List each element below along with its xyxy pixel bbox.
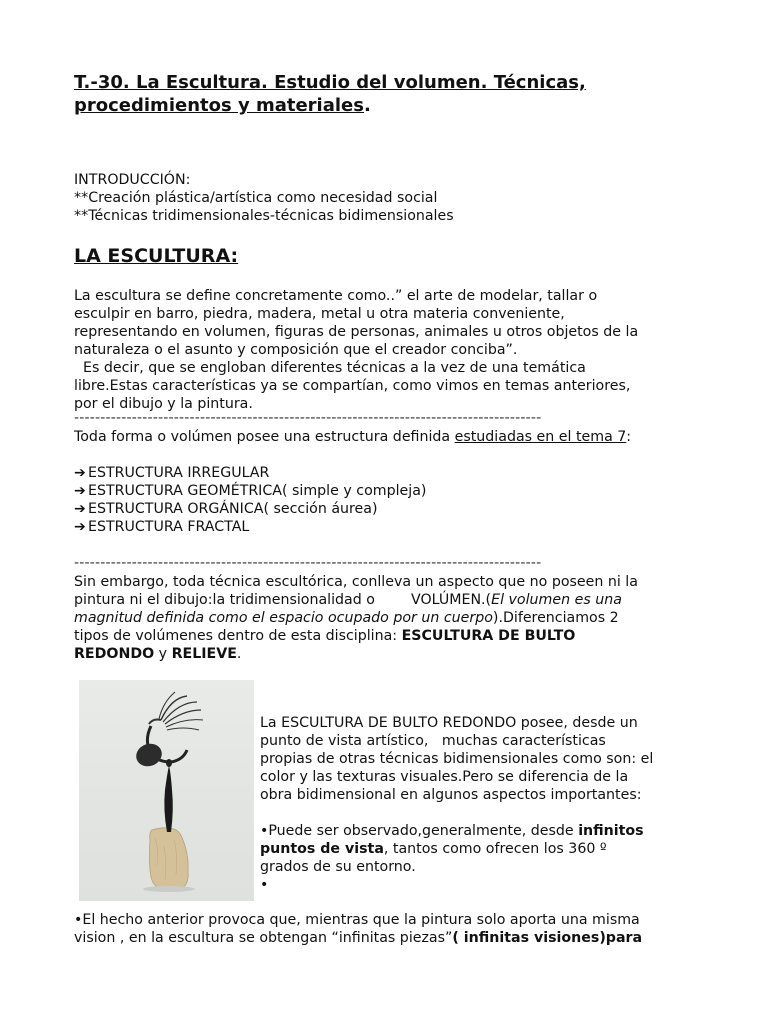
arrow-right-icon: ➔ <box>74 501 86 517</box>
bold-term: RELIEVE <box>171 646 237 662</box>
list-item-label: ESTRUCTURA ORGÁNICA( sección áurea) <box>88 501 378 517</box>
paragraph-text: vision , en la escultura se obtengan “infinitas piezas” <box>74 930 453 946</box>
list-item-label: ESTRUCTURA GEOMÉTRICA( simple y compleja) <box>88 483 427 499</box>
list-item <box>74 464 426 482</box>
paragraph-line: naturaleza o el asunto y composición que el creador conciba”. <box>74 342 518 358</box>
paragraph-structure <box>74 428 631 446</box>
list-item-label: ESTRUCTURA FRACTAL <box>88 519 250 535</box>
volume-definition: magnitud definida como el espacio ocupado por un cuerpo <box>74 610 493 626</box>
title-line-1: T.-30. La Escultura. Estudio del volumen. Técnicas, <box>74 72 586 93</box>
paragraph-definition <box>74 287 704 413</box>
bullet-text: •Puede ser observado,generalmente, desde <box>260 823 579 839</box>
paragraph-line: propias de otras técnicas bidimensionales como son: el <box>260 751 654 767</box>
paragraph-line <box>74 591 704 609</box>
paragraph-text: ).Diferenciamos 2 <box>492 610 619 626</box>
arrow-right-icon: ➔ <box>74 483 86 499</box>
dashed-divider: ----------------------------------------------------------------------------------------- <box>74 555 542 571</box>
spacer <box>260 804 710 822</box>
intro-line: **Técnicas tridimensionales-técnicas bidimensionales <box>74 208 454 224</box>
volume-definition: El volumen es una <box>491 592 622 608</box>
paragraph-line: por el dibujo y la pintura. <box>74 396 253 412</box>
title-line-2: procedimientos y materiales <box>74 95 364 116</box>
bold-term: ESCULTURA DE BULTO <box>401 628 576 644</box>
bold-term: puntos de vista <box>260 841 384 857</box>
paragraph-text: . <box>236 646 242 662</box>
bullet-line <box>260 840 710 858</box>
list-item <box>74 482 426 500</box>
paragraph-line <box>74 645 704 663</box>
paragraph-line: La ESCULTURA DE BULTO REDONDO posee, desde un <box>260 715 638 731</box>
paragraph-line: obra bidimensional en algunos aspectos importantes: <box>260 787 642 803</box>
bullet-empty: • <box>260 877 269 893</box>
dashed-divider: ----------------------------------------------------------------------------------------- <box>74 410 542 426</box>
paragraph-line: Es decir, que se engloban diferentes técnicas a la vez de una temática <box>74 360 586 376</box>
structure-list <box>74 464 426 536</box>
list-item <box>74 500 426 518</box>
sculpture-photo <box>79 680 254 901</box>
paragraph-text: tipos de volúmenes dentro de esta disciplina: <box>74 628 402 644</box>
bullet-line: grados de su entorno. <box>260 859 416 875</box>
paragraph-line: color y las texturas visuales.Pero se diferencia de la <box>260 769 629 785</box>
paragraph-line: Sin embargo, toda técnica escultórica, conlleva un aspecto que no poseen ni la <box>74 574 638 590</box>
list-item-label: ESTRUCTURA IRREGULAR <box>88 465 270 481</box>
paragraph-line: •El hecho anterior provoca que, mientras que la pintura solo aporta una misma <box>74 912 640 928</box>
paragraph-bottom <box>74 911 714 947</box>
structure-link[interactable]: estudiadas en el tema 7 <box>454 429 627 445</box>
paragraph-line <box>74 609 704 627</box>
introduction <box>74 171 454 225</box>
title-period: . <box>363 95 371 116</box>
bold-term: ( infinitas visiones)para <box>452 930 643 946</box>
paragraph-line <box>74 929 714 947</box>
paragraph-line: representando en volumen, figuras de personas, animales u otros objetos de la <box>74 324 639 340</box>
paragraph-volume <box>74 573 704 663</box>
arrow-right-icon: ➔ <box>74 465 86 481</box>
structure-colon: : <box>626 429 632 445</box>
bullet-line <box>260 822 710 840</box>
paragraph-text: y <box>154 646 172 662</box>
paragraph-text: pintura ni el dibujo:la tridimensionalidad o VOLÚMEN.( <box>74 592 492 608</box>
list-item <box>74 518 426 536</box>
sculpture-image <box>79 680 254 901</box>
structure-text: Toda forma o volúmen posee una estructura definida <box>74 429 455 445</box>
paragraph-bulto-redondo <box>260 714 710 894</box>
document-title <box>74 71 714 117</box>
bold-term: REDONDO <box>74 646 155 662</box>
bullet-text: , tantos como ofrecen los 360 º <box>383 841 607 857</box>
section-heading: LA ESCULTURA: <box>74 245 239 267</box>
paragraph-line: La escultura se define concretamente como..” el arte de modelar, tallar o <box>74 288 598 304</box>
arrow-right-icon: ➔ <box>74 519 86 535</box>
intro-heading: INTRODUCCIÓN: <box>74 172 191 188</box>
paragraph-line: punto de vista artístico, muchas características <box>260 733 606 749</box>
bold-term: infinitos <box>578 823 644 839</box>
paragraph-line: esculpir en barro, piedra, madera, metal u otra materia conveniente, <box>74 306 565 322</box>
paragraph-line <box>74 627 704 645</box>
paragraph-line: libre.Estas características ya se compartían, como vimos en temas anteriores, <box>74 378 631 394</box>
intro-line: **Creación plástica/artística como necesidad social <box>74 190 438 206</box>
